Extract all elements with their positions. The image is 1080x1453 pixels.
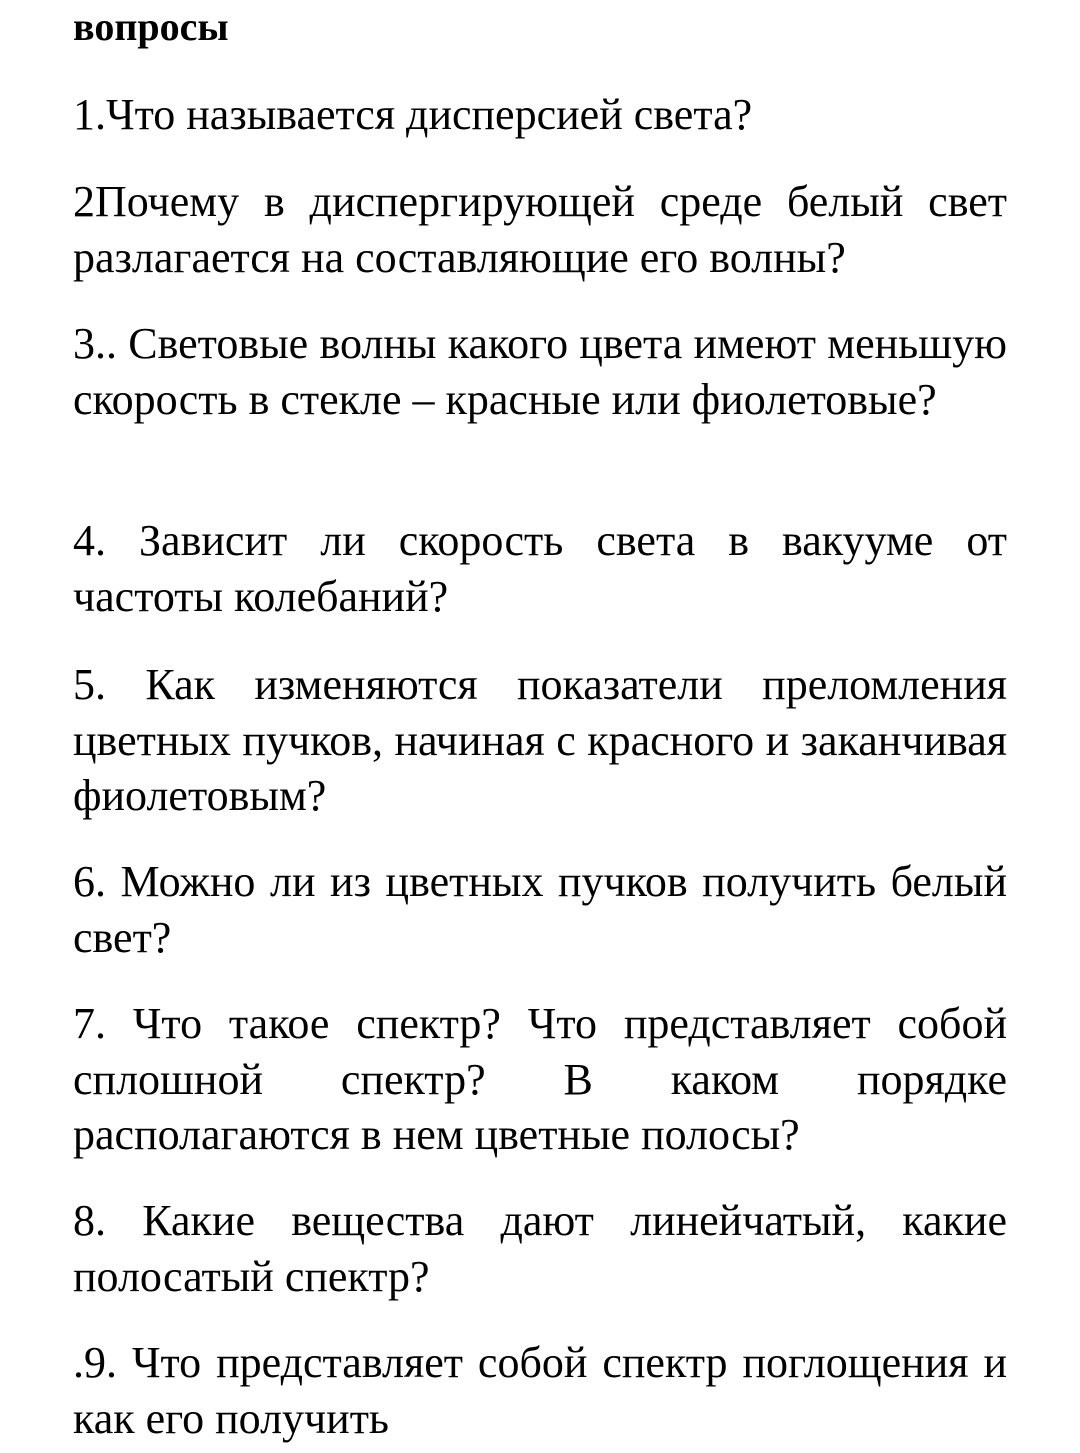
question-1: 1.Что называется дисперсией света?: [73, 90, 753, 139]
question-5: 5. Как изменяются показатели преломления цветных пучков, начиная с красного и заканчивая фиолетовым?: [73, 660, 1007, 820]
question-4: 4. Зависит ли скорость света в вакууме от частоты колебаний?: [73, 516, 1007, 621]
question-8: 8. Какие вещества дают линейчатый, какие полосатый спектр?: [73, 1196, 1007, 1301]
section-heading: вопросы: [73, 4, 229, 49]
question-9: .9. Что представляет собой спектр поглощения и как его получить: [73, 1338, 1007, 1443]
question-6: 6. Можно ли из цветных пучков получить белый свет?: [73, 857, 1007, 962]
question-3: 3.. Световые волны какого цвета имеют меньшую скорость в стекле – красные или фиолетовые?: [73, 319, 1007, 424]
question-2: 2Почему в диспергирующей среде белый свет разлагается на составляющие его волны?: [73, 177, 1007, 282]
question-7: 7. Что такое спектр? Что представляет собой сплошной спектр? В каком порядке располагаются в нем цветные полосы?: [73, 999, 1007, 1159]
